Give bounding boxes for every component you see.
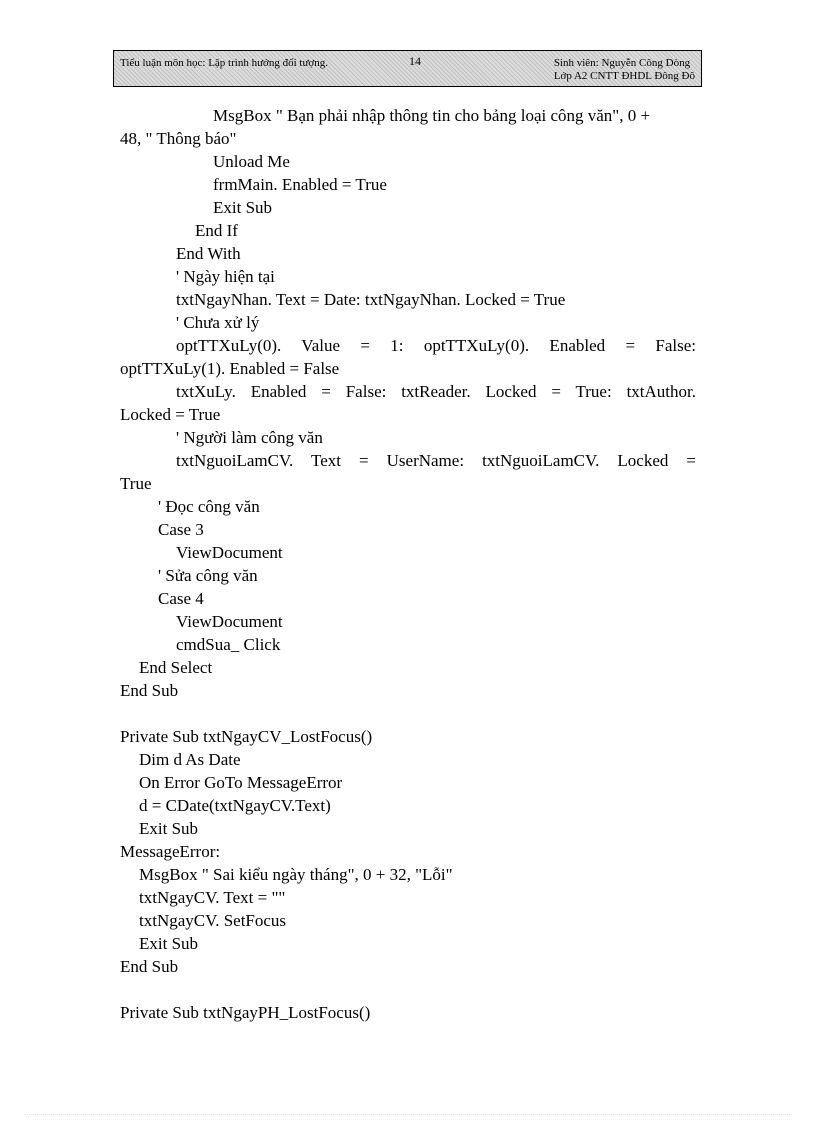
code-comment: ' Ngày hiện tại xyxy=(176,267,275,286)
code-line: Exit Sub xyxy=(213,198,273,217)
header-student-info xyxy=(554,57,695,83)
code-line: Dim d As Date xyxy=(139,750,241,769)
code-line: Locked = True xyxy=(120,405,221,424)
code-line: txtXuLy. Enabled = False: txtReader. Locked = True: txtAuthor. xyxy=(176,382,696,401)
code-line: Exit Sub xyxy=(139,819,199,838)
code-line: MessageError: xyxy=(120,842,221,861)
page-bottom-rule xyxy=(24,1114,792,1115)
code-line: d = CDate(txtNgayCV.Text) xyxy=(139,796,331,815)
code-line: Unload Me xyxy=(213,152,290,171)
code-line: On Error GoTo MessageError xyxy=(139,773,343,792)
header-student-name: Sinh viên: Nguyễn Công Dòng xyxy=(553,57,691,69)
code-line: txtNgayCV. SetFocus xyxy=(139,911,287,930)
code-line: optTTXuLy(0). Value = 1: optTTXuLy(0). Enabled = False: xyxy=(176,336,696,355)
code-line: End Sub xyxy=(120,681,179,700)
code-line: Case 4 xyxy=(158,589,204,608)
code-line: frmMain. Enabled = True xyxy=(213,175,387,194)
page-header xyxy=(113,50,702,87)
code-line: cmdSua_ Click xyxy=(176,635,281,654)
code-line: Private Sub txtNgayPH_LostFocus() xyxy=(120,1003,371,1022)
code-line: ViewDocument xyxy=(176,543,283,562)
code-line: txtNguoiLamCV. Text = UserName: txtNguoiLamCV. Locked = xyxy=(176,451,696,470)
code-line: End Sub xyxy=(120,957,179,976)
code-line: txtNgayCV. Text = "" xyxy=(139,888,286,907)
code-comment: ' Đọc công văn xyxy=(158,497,260,516)
code-comment: ' Chưa xử lý xyxy=(176,313,260,332)
code-comment: ' Sửa công văn xyxy=(158,566,258,585)
code-comment: ' Người làm công văn xyxy=(176,428,323,447)
code-line: optTTXuLy(1). Enabled = False xyxy=(120,359,340,378)
code-line: MsgBox " Sai kiểu ngày tháng", 0 + 32, "Lỗi" xyxy=(139,865,453,884)
code-line: ViewDocument xyxy=(176,612,283,631)
code-line: End If xyxy=(195,221,238,240)
header-course-title: Tiểu luận môn học: Lập trình hướng đối tượng. xyxy=(120,57,329,69)
code-line: txtNgayNhan. Text = Date: txtNgayNhan. Locked = True xyxy=(176,290,566,309)
code-line: 48, " Thông báo" xyxy=(120,129,237,148)
code-line: End With xyxy=(176,244,241,263)
code-line: Exit Sub xyxy=(139,934,199,953)
code-line: Private Sub txtNgayCV_LostFocus() xyxy=(120,727,373,746)
code-line: End Select xyxy=(139,658,213,677)
header-page-number: 14 xyxy=(409,54,421,68)
code-line: Case 3 xyxy=(158,520,204,539)
code-line: MsgBox " Bạn phải nhập thông tin cho bảng loại công văn", 0 + xyxy=(213,106,651,125)
header-student-class: Lớp A2 CNTT ĐHDL Đông Đô xyxy=(553,70,695,82)
code-line: True xyxy=(120,474,152,493)
